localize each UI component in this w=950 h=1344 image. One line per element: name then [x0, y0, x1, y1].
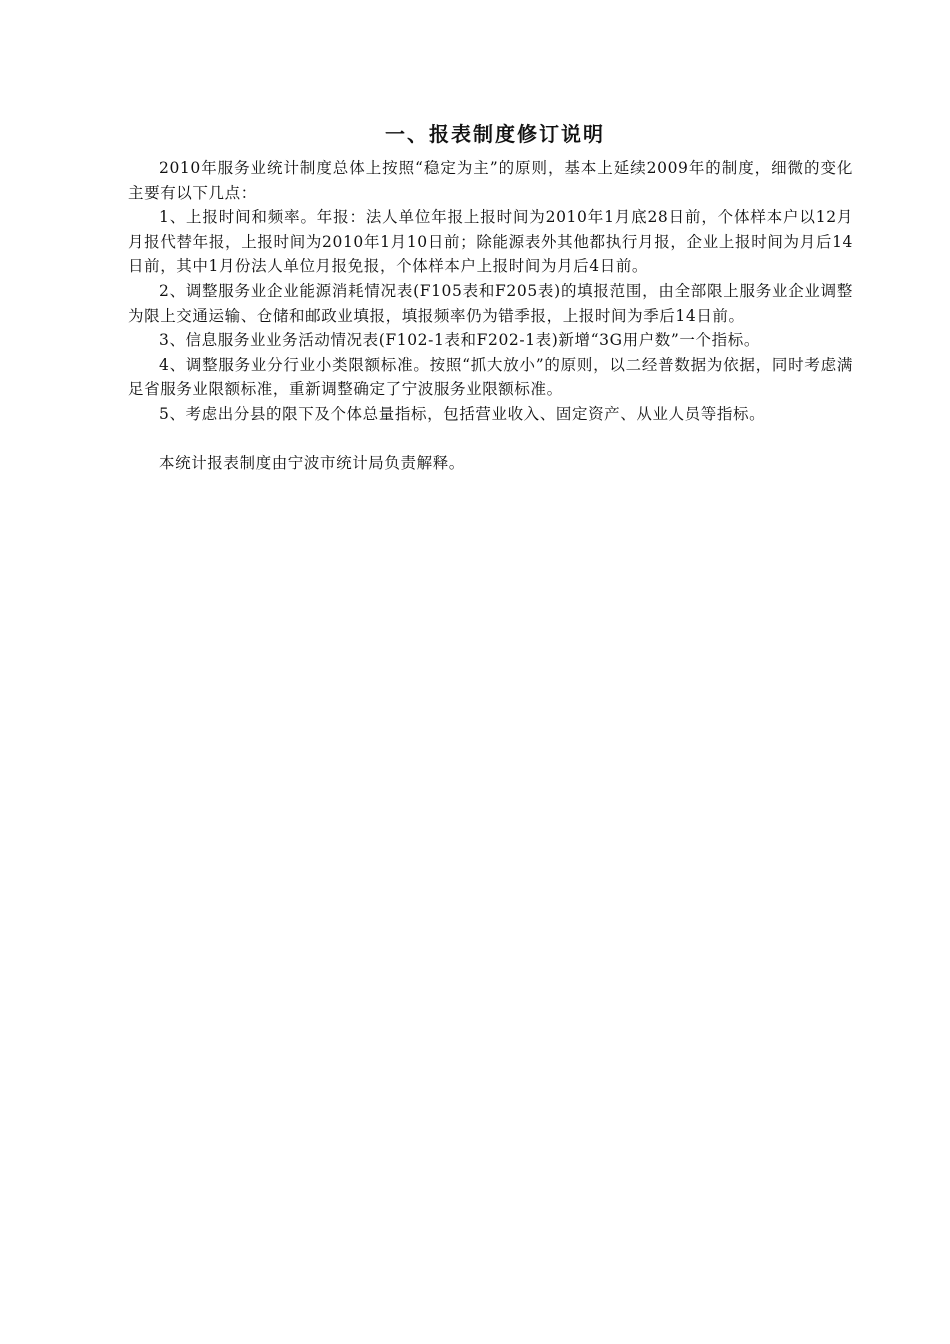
item-paragraph-4: 4、调整服务业分行业小类限额标准。按照“抓大放小”的原则，以二经普数据为依据，同时考虑满足省服务业限额标准，重新调整确定了宁波服务业限额标准。	[128, 355, 853, 399]
item-paragraph-3: 3、信息服务业业务活动情况表(F102-1表和F202-1表)新增“3G用户数”一个指标。	[159, 331, 760, 350]
item-paragraph-5: 5、考虑出分县的限下及个体总量指标，包括营业收入、固定资产、从业人员等指标。	[159, 404, 766, 423]
document-title: 一、报表制度修订说明	[385, 122, 605, 146]
document-body	[128, 156, 853, 476]
closing-paragraph: 本统计报表制度由宁波市统计局负责解释。	[159, 454, 465, 473]
item-paragraph-1: 1、上报时间和频率。年报：法人单位年报上报时间为2010年1月底28日前，个体样本户以12月月报代替年报，上报时间为2010年1月10日前；除能源表外其他都执行月报，企业上报时间为月后14日前，其中1月份法人单位月报免报，个体样本户上报时间为月后4日前。	[128, 208, 853, 276]
item-paragraph-2: 2、调整服务业企业能源消耗情况表(F105表和F205表)的填报范围，由全部限上服务业企业调整为限上交通运输、仓储和邮政业填报，填报频率仍为错季报，上报时间为季后14日前。	[128, 281, 853, 325]
intro-paragraph: 2010年服务业统计制度总体上按照“稳定为主”的原则，基本上延续2009年的制度，细微的变化主要有以下几点：	[128, 159, 853, 202]
